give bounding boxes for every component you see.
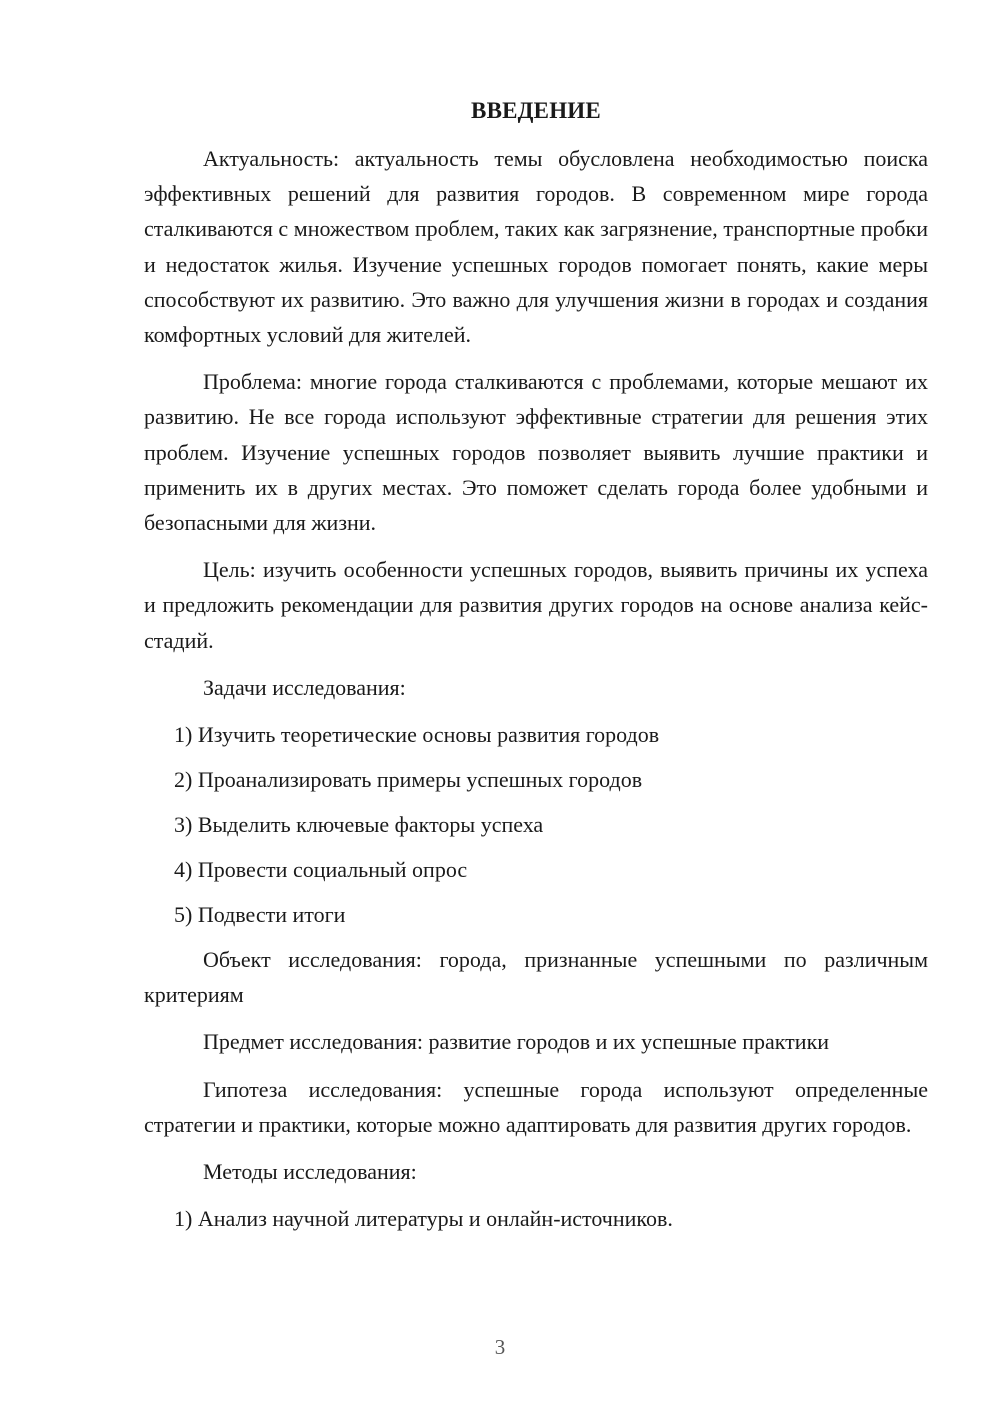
- paragraph-hypothesis: Гипотеза исследования: успешные города используют определенные стратегии и практики, которые можно адаптировать для развития других городов.: [144, 1076, 928, 1137]
- list-item: 1) Анализ научной литературы и онлайн-источников.: [174, 1206, 673, 1232]
- paragraph-goal: Цель: изучить особенности успешных городов, выявить причины их успеха и предложить рекомендации для развития других городов на основе анализа кейс-стадий.: [144, 557, 928, 653]
- tasks-heading: Задачи исследования:: [203, 674, 406, 700]
- list-item: 2) Проанализировать примеры успешных городов: [174, 767, 643, 793]
- paragraph-object: Объект исследования: города, признанные успешными по различным критериям: [144, 947, 928, 1008]
- paragraph-subject: Предмет исследования: развитие городов и их успешные практики: [203, 1029, 830, 1055]
- paragraph-problem: Проблема: многие города сталкиваются с проблемами, которые мешают их развитию. Не все города используют эффективные стратегии для решения этих проблем. Изучение успешных городов позволяет выявить лучшие практики и применить их в других местах. Это поможет сделать города более удобными и безопасными для жизни.: [144, 369, 928, 536]
- methods-heading: Методы исследования:: [203, 1159, 417, 1185]
- list-item: 4) Провести социальный опрос: [174, 857, 468, 883]
- page-content: [144, 96, 928, 1246]
- tasks-list: [144, 717, 928, 932]
- paragraph-relevance: Актуальность: актуальность темы обусловлена необходимостью поиска эффективных решений для развития городов. В современном мире города сталкиваются с множеством проблем, таких как загрязнение, транспортные пробки и недостаток жилья. Изучение успешных городов помогает понять, какие меры способствуют их развитию. Это важно для улучшения жизни в городах и создания комфортных условий для жителей.: [144, 146, 928, 348]
- section-title: ВВЕДЕНИЕ: [471, 98, 601, 123]
- page-number: 3: [494, 1335, 506, 1359]
- list-item: 5) Подвести итоги: [174, 902, 346, 928]
- list-item: 1) Изучить теоретические основы развития городов: [174, 722, 660, 748]
- list-item: 3) Выделить ключевые факторы успеха: [174, 812, 544, 838]
- methods-list: [144, 1201, 928, 1236]
